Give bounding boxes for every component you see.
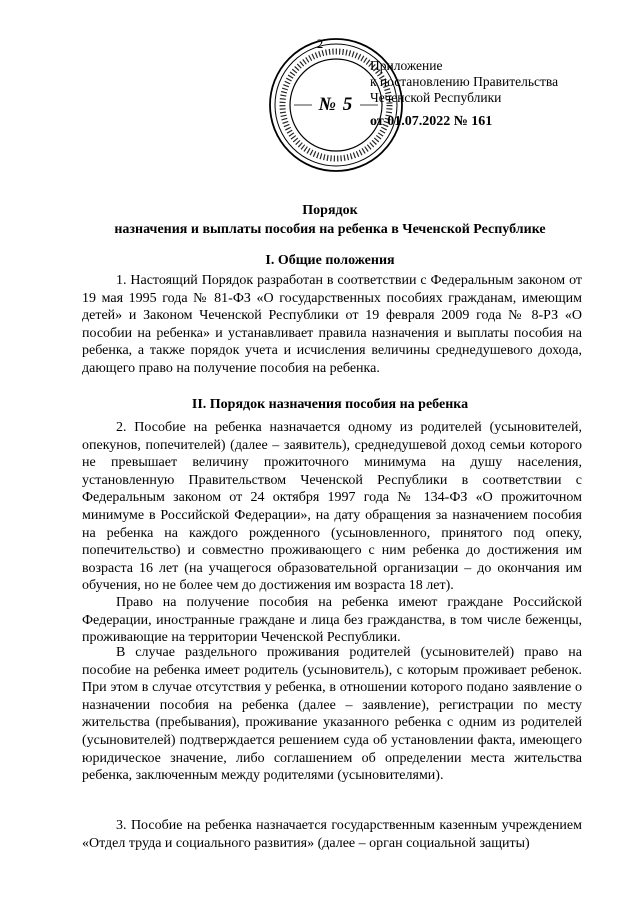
appendix-title: Приложение [370,58,443,73]
appendix-header [370,58,620,130]
paragraph-4: В случае раздельного проживания родителей (усыновителей) право на пособие на ребенка имеет родитель (усыновитель), с которым проживает ребенок. При этом в случае отсутствия у ребенка, в отношении которого подано заявление о назначении пособия на ребенка (далее – заявление), регистрации по месту жительства (пребывания), проживание указанного ребенка с одним из родителей (усыновителей) подтверждается решением суда об установлении факта, имеющего юридическое значение, либо соглашением об определении места жительства ребенка, заключенным между родителями (усыновителями). [82,645,582,784]
paragraph-1: 1. Настоящий Порядок разработан в соответствии с Федеральным законом от 19 мая 1995 года № 81-ФЗ «О государственных пособиях гражданам, имеющим детей» и Законом Чеченской Республики от 19 февраля 2009 года № 8-РЗ «О пособии на ребенка» и устанавливает правила назначения и выплаты пособия на ребенка, а также порядок учета и исчисления величины среднедушевого дохода, дающего право на получение пособия на ребенка. [82,273,582,376]
appendix-republic: Чеченской Республики [370,90,502,105]
section-heading-2: II. Порядок назначения пособия на ребенка [191,397,469,412]
page-number: 2 [316,36,324,51]
stamp-number: № 5 [318,94,354,115]
appendix-reference: к постановлению Правительства [370,74,559,89]
title-line-1: Порядок [302,203,358,218]
appendix-date: от 01.07.2022 № 161 [370,114,493,129]
paragraph-5: 3. Пособие на ребенка назначается государственным казенным учреждением «Отдел труда и социального развития» (далее – орган социальной защиты) [82,818,582,851]
section-heading-1: I. Общие положения [265,253,395,268]
document-title [40,201,620,239]
title-line-2: назначения и выплаты пособия на ребенка в Чеченской Республике [114,222,546,237]
paragraph-3: Право на получение пособия на ребенка имеют граждане Российской Федерации, иностранные граждане и лица без гражданства, в том числе беженцы, проживающие на территории Чеченской Республики. [82,595,582,646]
paragraph-2: 2. Пособие на ребенка назначается одному из родителей (усыновителей, опекунов, попечителей) (далее – заявитель), среднедушевой доход семьи которого не превышает величину прожиточного минимума на душу населения, установленную Правительством Чеченской Республики в соответствии с Федеральным законом от 24 октября 1997 года № 134-ФЗ «О прожиточном минимуме в Российской Федерации», на дату обращения за назначением пособия на ребенка на каждого рожденного (усыновленного, принятого под опеку, попечительство) и совместно проживающего с ним ребенка до достижения им возраста 16 лет (на учащегося образовательной организации – до окончания им обучения, но не более чем до достижения им возраста 18 лет). [82,420,582,594]
